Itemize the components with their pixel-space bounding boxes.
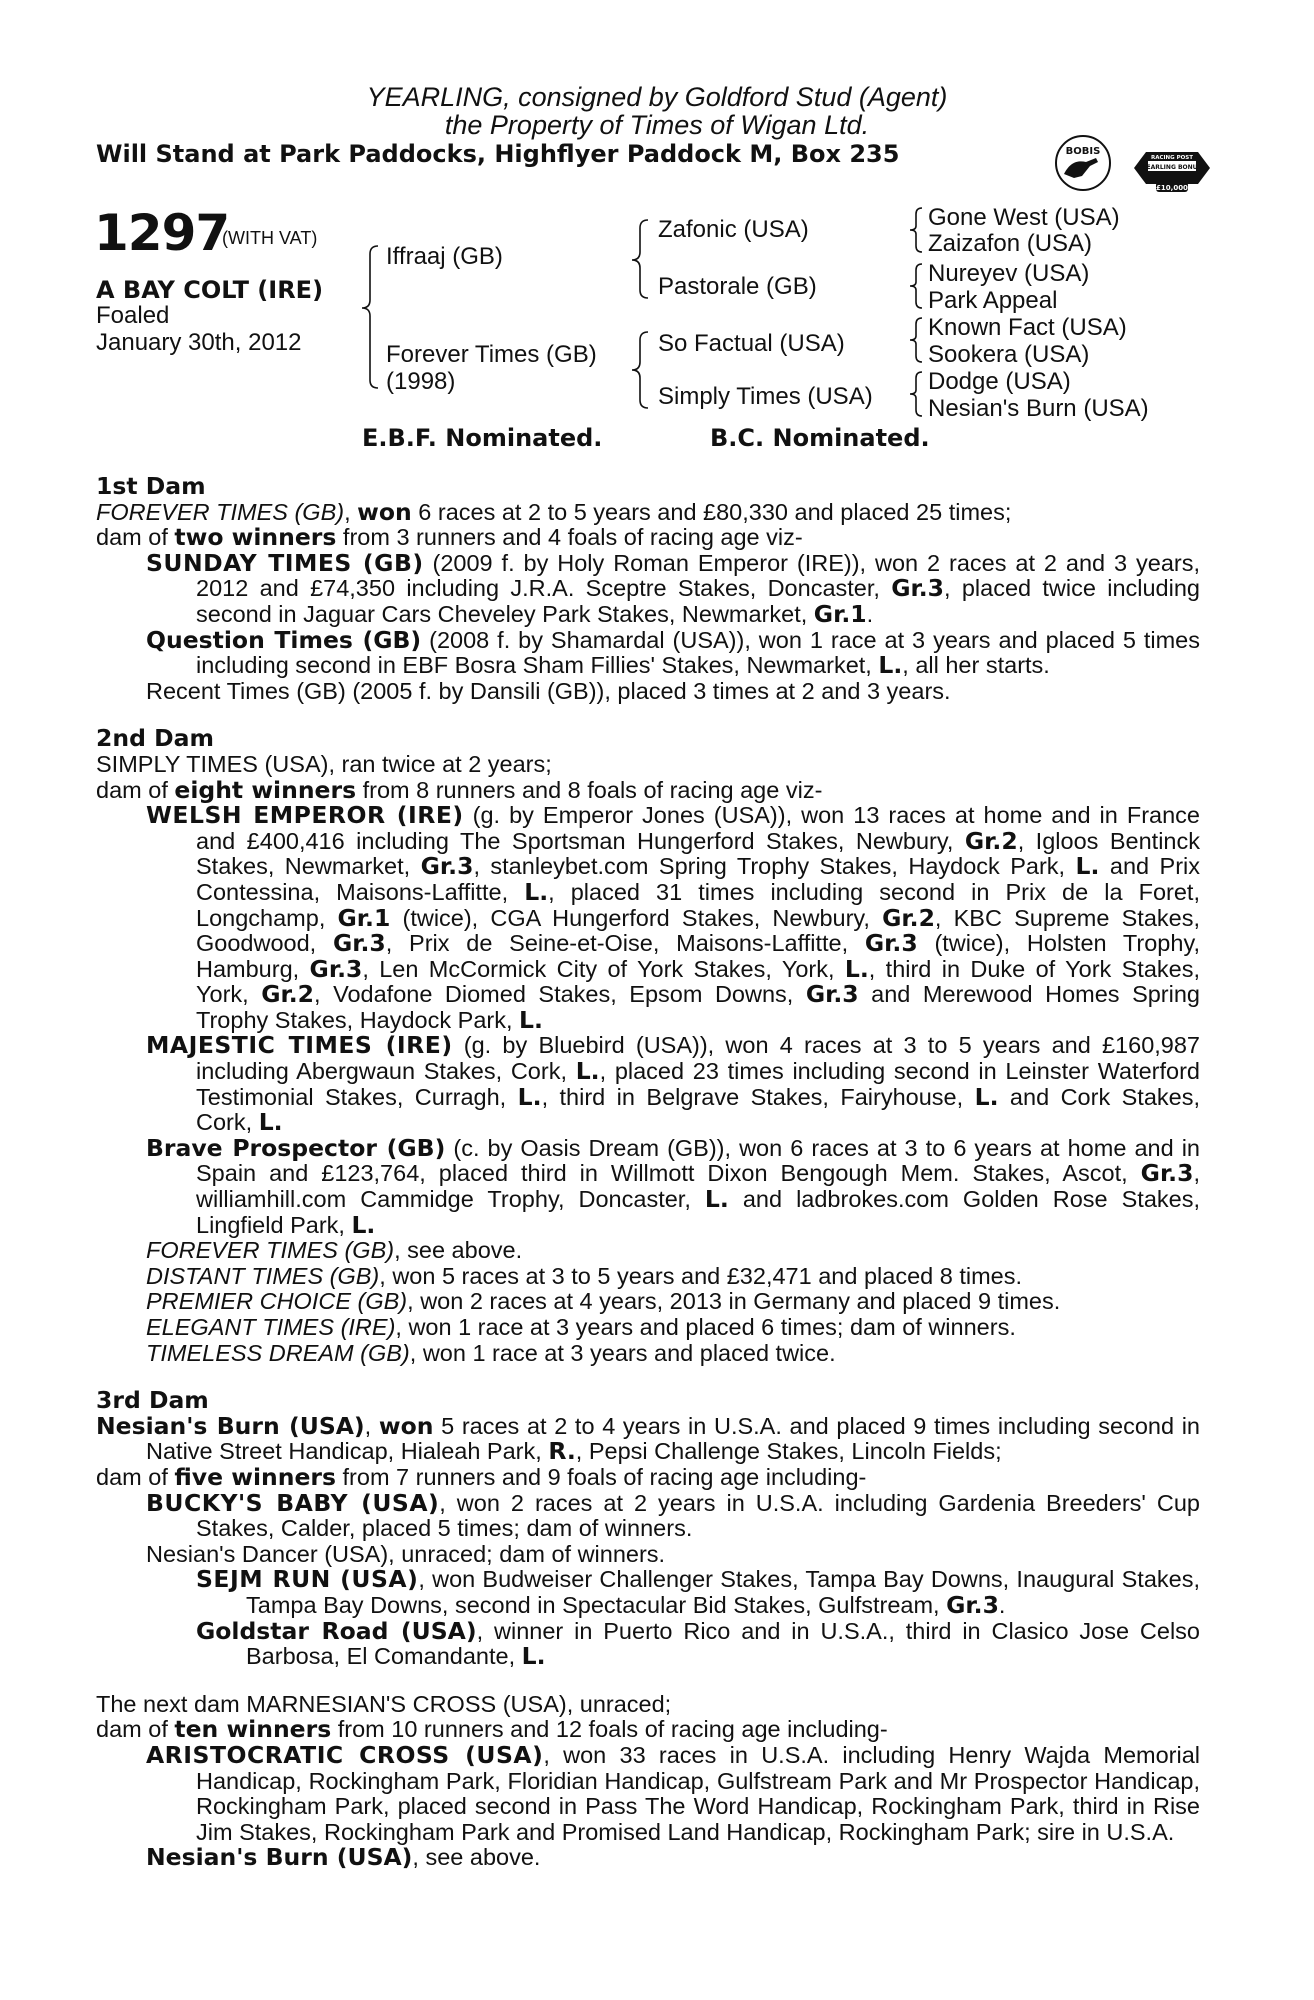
entry-text: , stanleybet.com Spring Trophy Stakes, Haydock Park, — [473, 853, 1076, 880]
grade: Gr.3 — [332, 929, 386, 958]
entry-text: (2009 f. by Holy Roman Emperor (IRE)), won 2 races at 2 and 3 years, 2012 and £74,350 including J.R.A. Sceptre Stakes, Doncaster, — [196, 549, 1201, 602]
pedigree-g3-item: Nesian's Burn (USA) — [928, 395, 1149, 422]
grade: L. — [1075, 852, 1100, 881]
produce-entry: Recent Times (GB) (2005 f. by Dansili (GB)), placed 3 times at 2 and 3 years. — [146, 677, 951, 704]
entry-text: , see above. — [412, 1844, 541, 1871]
dam-line: SIMPLY TIMES (USA), ran twice at 2 years; — [96, 750, 552, 777]
produce-entry — [96, 803, 1200, 1033]
dam-line: The next dam MARNESIAN'S CROSS (USA), unraced; — [96, 1690, 672, 1717]
grade: Gr.3 — [864, 929, 918, 958]
entry-text: (c. by Oasis Dream (GB)), won 6 races at 3 to 6 years at home and in Spain and £123,764, placed third in Willmott Dixon Bengough Mem. Stakes, Ascot, — [196, 1134, 1200, 1187]
grade: L. — [974, 1082, 999, 1111]
produce-suffix: from 8 runners and 8 foals of racing age viz- — [356, 776, 823, 803]
winners-count: five winners — [174, 1462, 336, 1491]
won-label: won — [357, 497, 412, 526]
pedigree-body — [96, 474, 1200, 1871]
bc-nominated: B.C. Nominated. — [710, 424, 930, 452]
entry-text: , won 1 race at 3 years and placed twice. — [409, 1339, 836, 1366]
catalogue-title: YEARLING, consigned by Goldford Stud (Agent) — [366, 82, 948, 112]
produce-entry — [96, 1264, 1200, 1290]
produce-name: Question Times (GB) — [146, 625, 422, 654]
produce-line — [96, 1462, 1200, 1491]
entry-text: , Prix de Seine-et-Oise, Maisons-Laffitte, — [385, 930, 865, 957]
pedigree-dam: Forever Times (GB) — [386, 341, 597, 368]
produce-line — [96, 1717, 1200, 1743]
catalogue-subtitle: the Property of Times of Wigan Ltd. — [444, 110, 870, 140]
grade: L. — [519, 1005, 543, 1034]
grade: L. — [351, 1210, 376, 1239]
entry-text: , williamhill.com Cammidge Trophy, Doncaster, — [196, 1160, 1200, 1213]
pedigree-sire: Iffraaj (GB) — [386, 243, 503, 270]
produce-name: Nesian's Burn (USA) — [146, 1843, 413, 1872]
produce-entry — [96, 1740, 1201, 1845]
grade: Gr.3 — [309, 954, 363, 983]
produce-name: WELSH EMPEROR (IRE) — [146, 801, 464, 830]
grade: Gr.2 — [882, 903, 935, 932]
produce-name: Brave Prospector (GB) — [146, 1133, 446, 1162]
section-heading: 1st Dam — [96, 472, 206, 500]
winners-count: ten winners — [174, 1715, 332, 1744]
dam-record: 6 races at 2 to 5 years and £80,330 and placed 25 times; — [411, 498, 1012, 525]
foaled-date: January 30th, 2012 — [96, 329, 302, 356]
produce-prefix: dam of — [96, 1716, 175, 1743]
entry-text: , third in Duke of York Stakes, York, — [196, 955, 1201, 1008]
produce-entry — [96, 548, 1201, 628]
entry-text: . — [866, 600, 874, 627]
bonus-top-label: RACING POST — [1150, 155, 1194, 161]
grade: L. — [844, 954, 869, 983]
grade: Gr.3 — [805, 980, 859, 1009]
entry-text: , won 33 races in U.S.A. including Henry Wajda Memorial Handicap, Rockingham Park, Floridian Handicap, Gulfstream Park and Mr Prospector Handicap, Rockingham Park, placed second in Pass The Word Handicap, Rockingham Park, third in Rise Jim Stakes, Rockingham Park and Promised Land Handicap, Rockingham Park; sire in U.S.A. — [196, 1741, 1201, 1845]
pedigree-g3-item: Park Appeal — [928, 287, 1058, 314]
grade: L. — [704, 1185, 729, 1214]
entry-text: , won 5 races at 3 to 5 years and £32,471 and placed 8 times. — [379, 1262, 1023, 1289]
section-heading: 3rd Dam — [96, 1386, 209, 1415]
grade: Gr.1 — [337, 903, 391, 932]
grade: L. — [524, 877, 549, 906]
entry-text: , won 1 race at 3 years and placed 6 times; dam of winners. — [395, 1314, 1016, 1340]
grade: L. — [521, 1642, 546, 1671]
entry-text: , placed 31 times including second in Prix de la Foret, Longchamp, — [196, 878, 1200, 931]
produce-entry — [96, 1289, 1200, 1315]
pedigree-g3-item: Sookera (USA) — [928, 341, 1090, 368]
produce-prefix: dam of — [96, 776, 175, 803]
produce-line — [96, 525, 1200, 551]
bonus-mid-label: YEARLING BONUS — [1142, 164, 1202, 171]
entry-text: , winner in Puerto Rico and in U.S.A., third in Clasico Jose Celso Barbosa, El Comandante, — [246, 1617, 1200, 1670]
pedigree-g3-item: Gone West (USA) — [928, 204, 1120, 231]
grade: R. — [548, 1437, 576, 1466]
entry-text: , Len McCormick City of York Stakes, York, — [362, 955, 845, 982]
dam-line: Nesian's Burn (USA), won 5 races at 2 to 4 years in U.S.A. and placed 9 times including second in Native Street Handicap, Hialeah Park, R., Pepsi Challenge Stakes, Lincoln Fields; — [96, 1411, 1200, 1466]
grade: Gr.3 — [891, 574, 945, 603]
pedigree-dam-dam: Simply Times (USA) — [658, 383, 873, 410]
grade: L. — [878, 651, 903, 680]
produce-entry — [96, 1341, 1200, 1367]
entry-text: , won 2 races at 4 years, 2013 in Germany and placed 9 times. — [407, 1288, 1061, 1315]
produce-suffix: from 10 runners and 12 foals of racing age including- — [331, 1716, 888, 1743]
pedigree-sire-dam: Pastorale (GB) — [658, 273, 817, 300]
produce-name: BUCKY'S BABY (USA) — [146, 1488, 440, 1517]
grade: L. — [575, 1057, 600, 1086]
entry-text: , see above. — [394, 1237, 523, 1264]
dam-name: Nesian's Burn (USA) — [96, 1411, 365, 1440]
produce-entry — [96, 625, 1200, 680]
pedigree-g3-item: Dodge (USA) — [928, 368, 1071, 395]
produce-entry: Nesian's Dancer (USA), unraced; dam of winners. — [146, 1540, 666, 1567]
grade: Gr.2 — [261, 980, 315, 1009]
entry-text: , Pepsi Challenge Stakes, Lincoln Fields; — [575, 1438, 1002, 1465]
dam-line: FOREVER TIMES (GB), won 6 races at 2 to 5 years and £80,330 and placed 25 times; — [96, 497, 1012, 526]
entry-text: , placed 23 times including second in Leinster Waterford Testimonial Stakes, Curragh, — [196, 1058, 1200, 1110]
grade: L. — [258, 1108, 283, 1137]
produce-name: ELEGANT TIMES (IRE) — [146, 1314, 396, 1340]
pedigree-sire-sire: Zafonic (USA) — [658, 216, 809, 243]
entry-text: . — [998, 1591, 1006, 1618]
entry-text: (twice), CGA Hungerford Stakes, Newbury, — [390, 904, 883, 931]
produce-entry — [96, 1567, 1200, 1618]
produce-entry — [96, 1845, 1200, 1871]
dam-name: FOREVER TIMES (GB) — [96, 498, 345, 525]
entry-text: and Prix Contessina, Maisons-Laffitte, — [196, 853, 1200, 905]
grade: Gr.3 — [1140, 1159, 1194, 1188]
produce-prefix: dam of — [96, 1463, 175, 1490]
entry-text: (2008 f. by Shamardal (USA)), won 1 race at 3 years and placed 5 times including second in EBF Bosra Sham Fillies' Stakes, Newmarket, — [196, 626, 1200, 679]
entry-text: and Cork Stakes, Cork, — [196, 1083, 1200, 1136]
pedigree-g3-item: Zaizafon (USA) — [928, 230, 1093, 257]
produce-name: DISTANT TIMES (GB) — [146, 1262, 380, 1289]
pedigree-g3-item: Known Fact (USA) — [928, 314, 1127, 341]
lot-vat: (WITH VAT) — [222, 228, 318, 248]
grade: Gr.2 — [964, 826, 1018, 855]
entry-text: and Merewood Homes Spring Trophy Stakes, Haydock Park, — [196, 981, 1200, 1033]
produce-entry — [96, 1488, 1200, 1542]
winners-count: eight winners — [174, 775, 357, 804]
entry-text: , Vodafone Diomed Stakes, Epsom Downs, — [314, 981, 806, 1008]
winners-count: two winners — [174, 523, 337, 552]
entry-text: , all her starts. — [902, 652, 1050, 679]
produce-suffix: from 3 runners and 4 foals of racing age viz- — [336, 524, 803, 551]
produce-line — [96, 775, 1200, 804]
entry-text: , Igloos Bentinck Stakes, Newmarket, — [196, 827, 1200, 880]
produce-name: TIMELESS DREAM (GB) — [146, 1339, 410, 1366]
grade: Gr.3 — [946, 1590, 999, 1619]
entry-text: , placed twice including second in Jaguar Cars Cheveley Park Stakes, Newmarket, — [196, 575, 1200, 627]
stand-location: Will Stand at Park Paddocks, Highflyer Paddock M, Box 235 — [96, 140, 900, 168]
pedigree-g3-item: Nureyev (USA) — [928, 260, 1090, 287]
produce-suffix: from 7 runners and 9 foals of racing age including- — [335, 1463, 867, 1490]
grade: Gr.3 — [420, 852, 474, 881]
bobis-label: BOBIS — [1065, 146, 1101, 157]
entry-text: , won Budweiser Challenger Stakes, Tampa Bay Downs, Inaugural Stakes, Tampa Bay Downs, second in Spectacular Bid Stakes, Gulfstream, — [246, 1566, 1200, 1618]
produce-name: SEJM RUN (USA) — [196, 1565, 419, 1594]
lot-number: 1297 — [94, 204, 230, 262]
horse-description: A BAY COLT (IRE) — [96, 276, 324, 304]
produce-prefix: dam of — [96, 524, 175, 551]
grade: L. — [517, 1082, 542, 1111]
entry-text: (g. by Emperor Jones (USA)), won 13 races at home and in France and £400,416 including The Sportsman Hungerford Stakes, Newbury, — [196, 802, 1200, 854]
produce-name: FOREVER TIMES (GB) — [146, 1237, 395, 1264]
bonus-amount-label: £10,000 — [1156, 184, 1188, 192]
produce-name: SUNDAY TIMES (GB) — [146, 548, 424, 577]
entry-text: (g. by Bluebird (USA)), won 4 races at 3 to 5 years and £160,987 including Abergwaun Stakes, Cork, — [196, 1032, 1200, 1085]
ebf-nominated: E.B.F. Nominated. — [362, 424, 603, 452]
produce-entry — [96, 1616, 1200, 1671]
grade: Gr.1 — [813, 599, 867, 628]
pedigree-dam-sire: So Factual (USA) — [658, 330, 845, 357]
entry-text: 5 races at 2 to 4 years in U.S.A. and placed 9 times including second in Native Street Handicap, Hialeah Park, — [146, 1412, 1200, 1465]
produce-name: MAJESTIC TIMES (IRE) — [146, 1031, 453, 1060]
pedigree-dam-year: (1998) — [386, 368, 456, 395]
entry-text: , third in Belgrave Stakes, Fairyhouse, — [541, 1083, 975, 1110]
produce-entry — [96, 1033, 1200, 1135]
produce-name: PREMIER CHOICE (GB) — [146, 1288, 408, 1315]
produce-entry — [96, 1238, 1200, 1264]
entry-text: , KBC Supreme Stakes, Goodwood, — [196, 904, 1200, 957]
produce-name: ARISTOCRATIC CROSS (USA) — [146, 1740, 544, 1769]
produce-entry — [96, 1315, 1200, 1341]
section-heading: 2nd Dam — [96, 724, 214, 753]
produce-name: Goldstar Road (USA) — [196, 1616, 477, 1645]
won-label: won — [378, 1411, 434, 1440]
entry-text: and ladbrokes.com Golden Rose Stakes, Lingfield Park, — [196, 1186, 1201, 1238]
entry-text: , won 2 races at 2 years in U.S.A. including Gardenia Breeders' Cup Stakes, Calder, placed 5 times; dam of winners. — [196, 1489, 1200, 1542]
entry-text: (twice), Holsten Trophy, Hamburg, — [196, 930, 1200, 982]
foaled-label: Foaled — [96, 302, 170, 329]
produce-entry — [96, 1133, 1201, 1239]
